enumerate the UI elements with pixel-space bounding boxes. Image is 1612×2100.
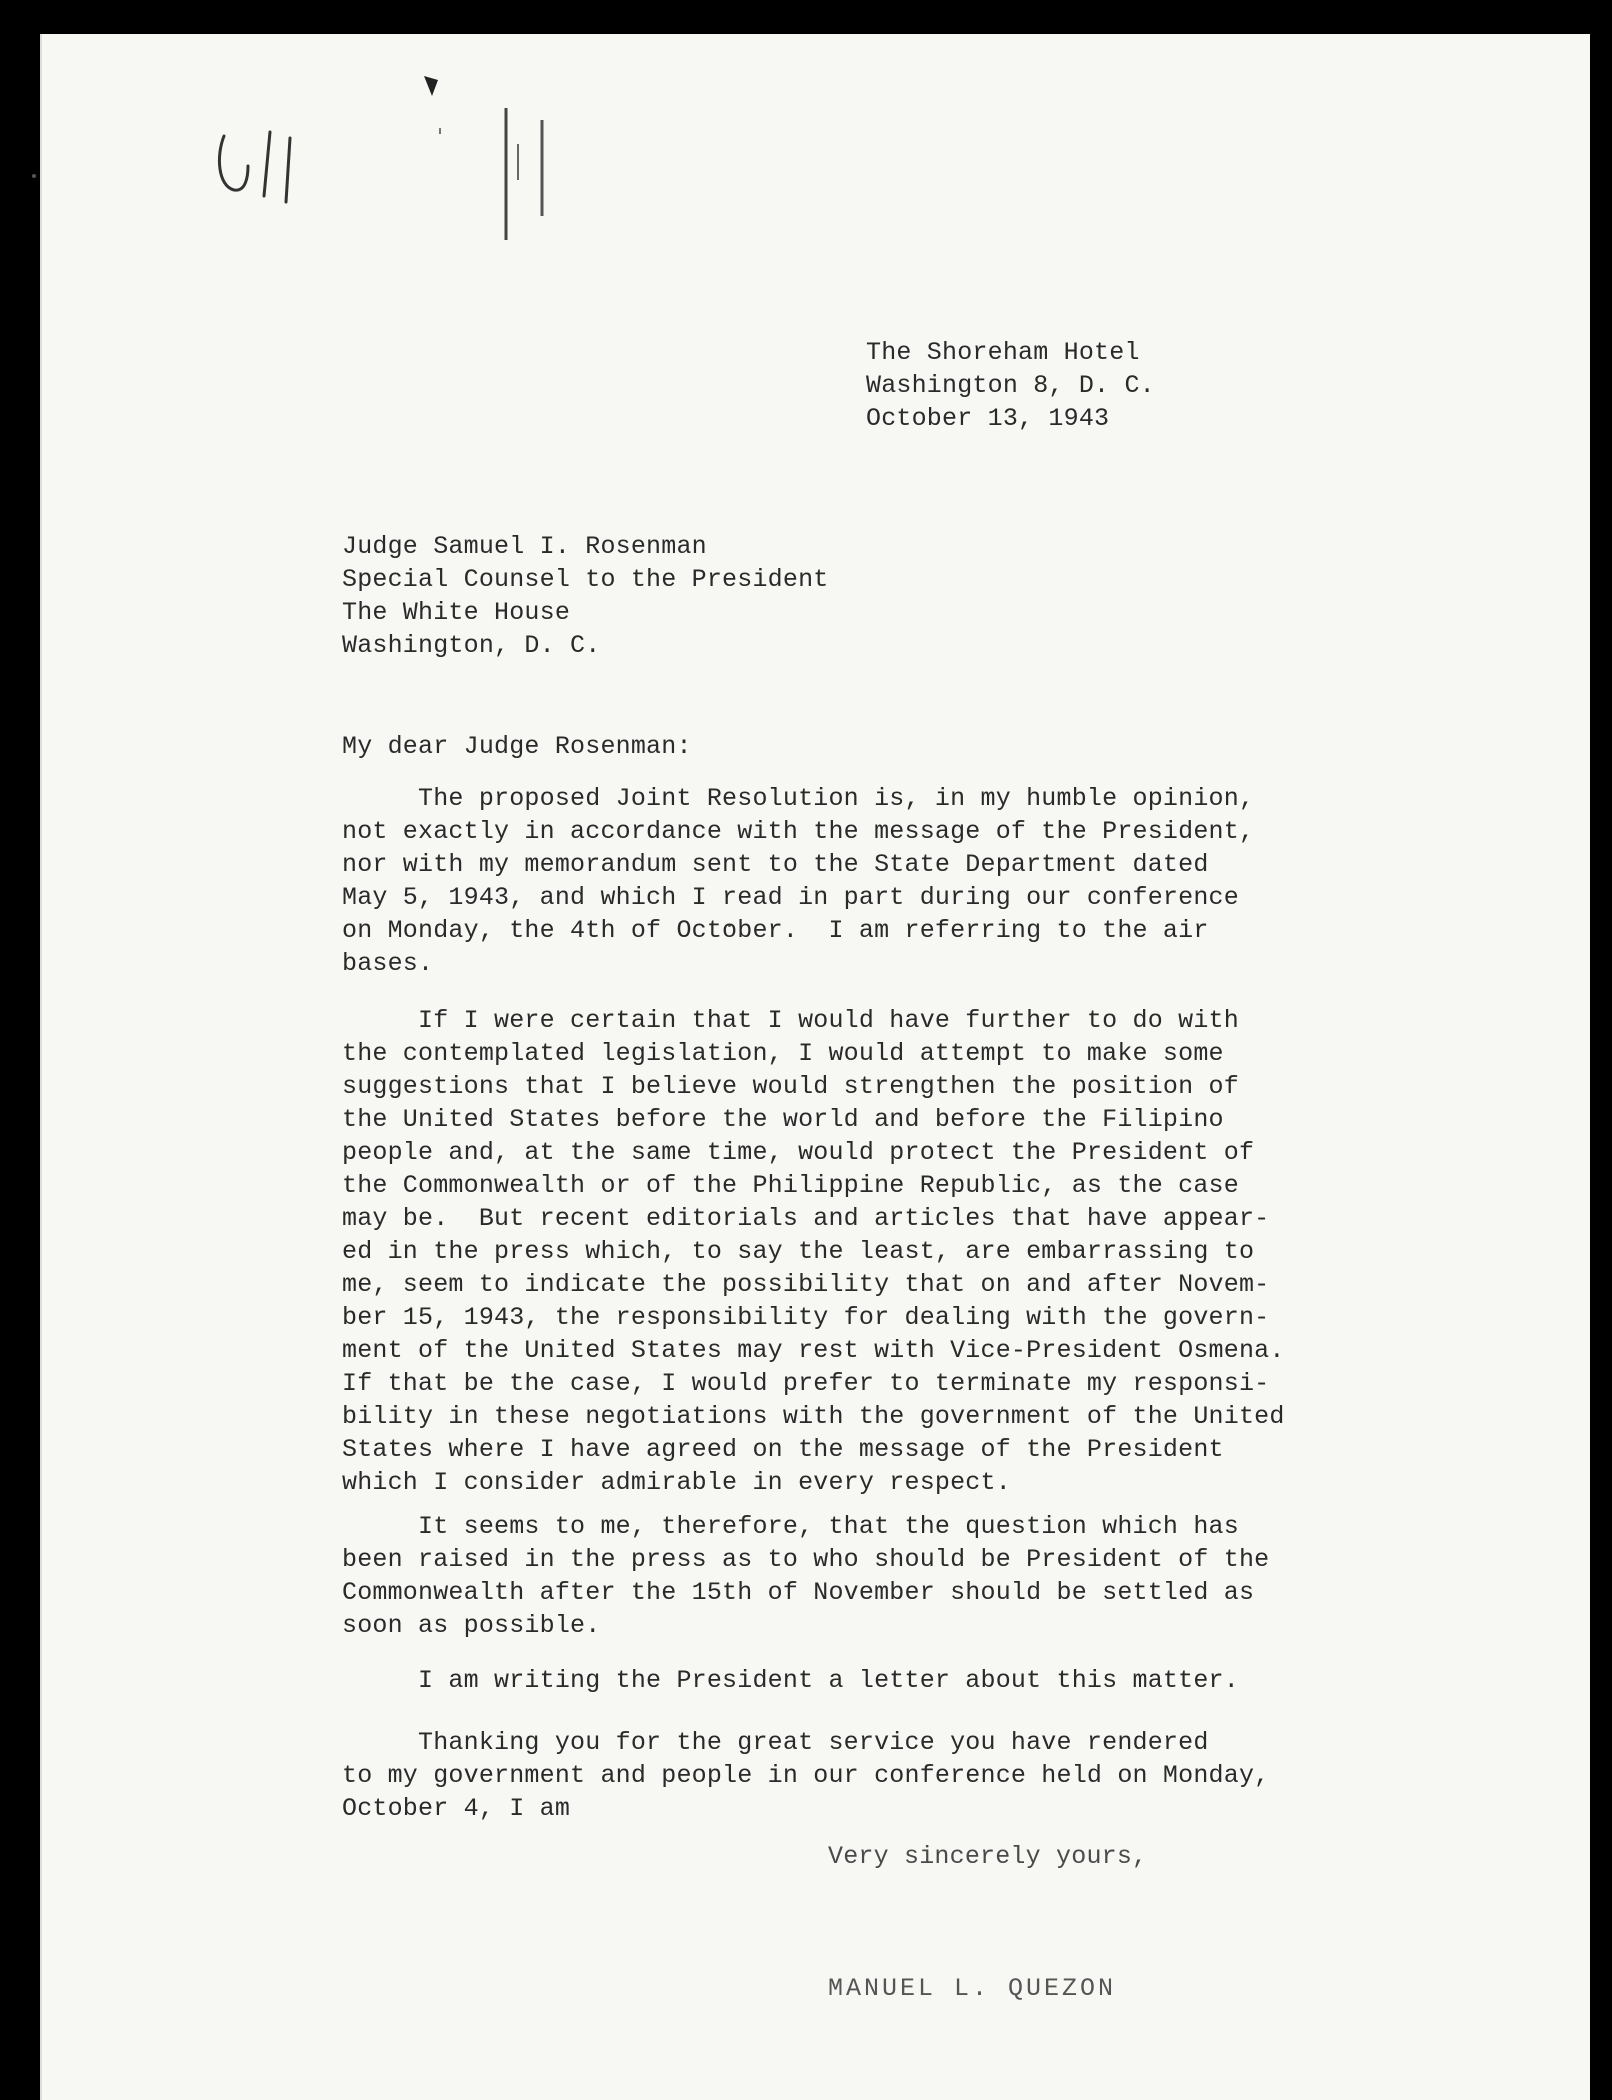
recipient-organization: The White House bbox=[342, 598, 571, 627]
typed-signature: MANUEL L. QUEZON bbox=[828, 1974, 1117, 2003]
paragraph-line: nor with my memorandum sent to the State Department dated bbox=[342, 850, 1209, 879]
paragraph-line: suggestions that I believe would strengthen the position of bbox=[342, 1072, 1239, 1101]
paragraph-line: bases. bbox=[342, 949, 434, 978]
paragraph-line: I am writing the President a letter about this matter. bbox=[342, 1666, 1239, 1695]
page-corner-fold-mark bbox=[422, 74, 440, 98]
paragraph-line: October 4, I am bbox=[342, 1794, 571, 1823]
paragraph-line: bility in these negotiations with the government of the United bbox=[342, 1402, 1285, 1431]
paragraph-line: the United States before the world and before the Filipino bbox=[342, 1105, 1224, 1134]
paragraph-line: soon as possible. bbox=[342, 1611, 601, 1640]
recipient-address-block bbox=[342, 530, 828, 662]
salutation: My dear Judge Rosenman: bbox=[342, 732, 692, 761]
paragraph-line: May 5, 1943, and which I read in part during our conference bbox=[342, 883, 1239, 912]
complimentary-close: Very sincerely yours, bbox=[828, 1842, 1148, 1871]
paragraph-line: the contemplated legislation, I would attempt to make some bbox=[342, 1039, 1224, 1068]
paragraph-line: Thanking you for the great service you have rendered bbox=[342, 1728, 1209, 1757]
paragraph-line: ment of the United States may rest with Vice-President Osmena. bbox=[342, 1336, 1285, 1365]
handwritten-mark bbox=[212, 126, 312, 206]
paragraph-line: ed in the press which, to say the least, are embarrassing to bbox=[342, 1237, 1255, 1266]
paragraph-line: me, seem to indicate the possibility that on and after Novem- bbox=[342, 1270, 1270, 1299]
paragraph-line: on Monday, the 4th of October. I am referring to the air bbox=[342, 916, 1209, 945]
paragraph-line: If I were certain that I would have further to do with bbox=[342, 1006, 1239, 1035]
paragraph-line: to my government and people in our conference held on Monday, bbox=[342, 1761, 1270, 1790]
paragraph-line: States where I have agreed on the message of the President bbox=[342, 1435, 1224, 1464]
paragraph-line: which I consider admirable in every respect. bbox=[342, 1468, 1011, 1497]
letterhead-block bbox=[866, 336, 1155, 435]
letterhead-hotel: The Shoreham Hotel bbox=[866, 338, 1140, 367]
paragraph-line: may be. But recent editorials and articles that have appear- bbox=[342, 1204, 1270, 1233]
body-paragraph-3 bbox=[342, 1510, 1269, 1642]
paragraph-line: people and, at the same time, would protect the President of bbox=[342, 1138, 1255, 1167]
paragraph-line: Commonwealth after the 15th of November should be settled as bbox=[342, 1578, 1255, 1607]
letter-page bbox=[40, 34, 1590, 2100]
paragraph-line: been raised in the press as to who should be President of the bbox=[342, 1545, 1270, 1574]
paper-speck bbox=[32, 174, 36, 178]
pencil-tick-marks bbox=[432, 104, 562, 244]
recipient-city: Washington, D. C. bbox=[342, 631, 601, 660]
paragraph-line: The proposed Joint Resolution is, in my humble opinion, bbox=[342, 784, 1255, 813]
recipient-title: Special Counsel to the President bbox=[342, 565, 829, 594]
body-paragraph-4 bbox=[342, 1664, 1239, 1697]
paragraph-line: It seems to me, therefore, that the question which has bbox=[342, 1512, 1239, 1541]
paragraph-line: the Commonwealth or of the Philippine Republic, as the case bbox=[342, 1171, 1239, 1200]
letterhead-city: Washington 8, D. C. bbox=[866, 371, 1155, 400]
paragraph-line: ber 15, 1943, the responsibility for dealing with the govern- bbox=[342, 1303, 1270, 1332]
paragraph-line: If that be the case, I would prefer to terminate my responsi- bbox=[342, 1369, 1270, 1398]
paragraph-line: not exactly in accordance with the message of the President, bbox=[342, 817, 1255, 846]
body-paragraph-2 bbox=[342, 1004, 1285, 1499]
letter-date: October 13, 1943 bbox=[866, 404, 1110, 433]
body-paragraph-1 bbox=[342, 782, 1254, 980]
recipient-name: Judge Samuel I. Rosenman bbox=[342, 532, 707, 561]
body-paragraph-5 bbox=[342, 1726, 1269, 1825]
